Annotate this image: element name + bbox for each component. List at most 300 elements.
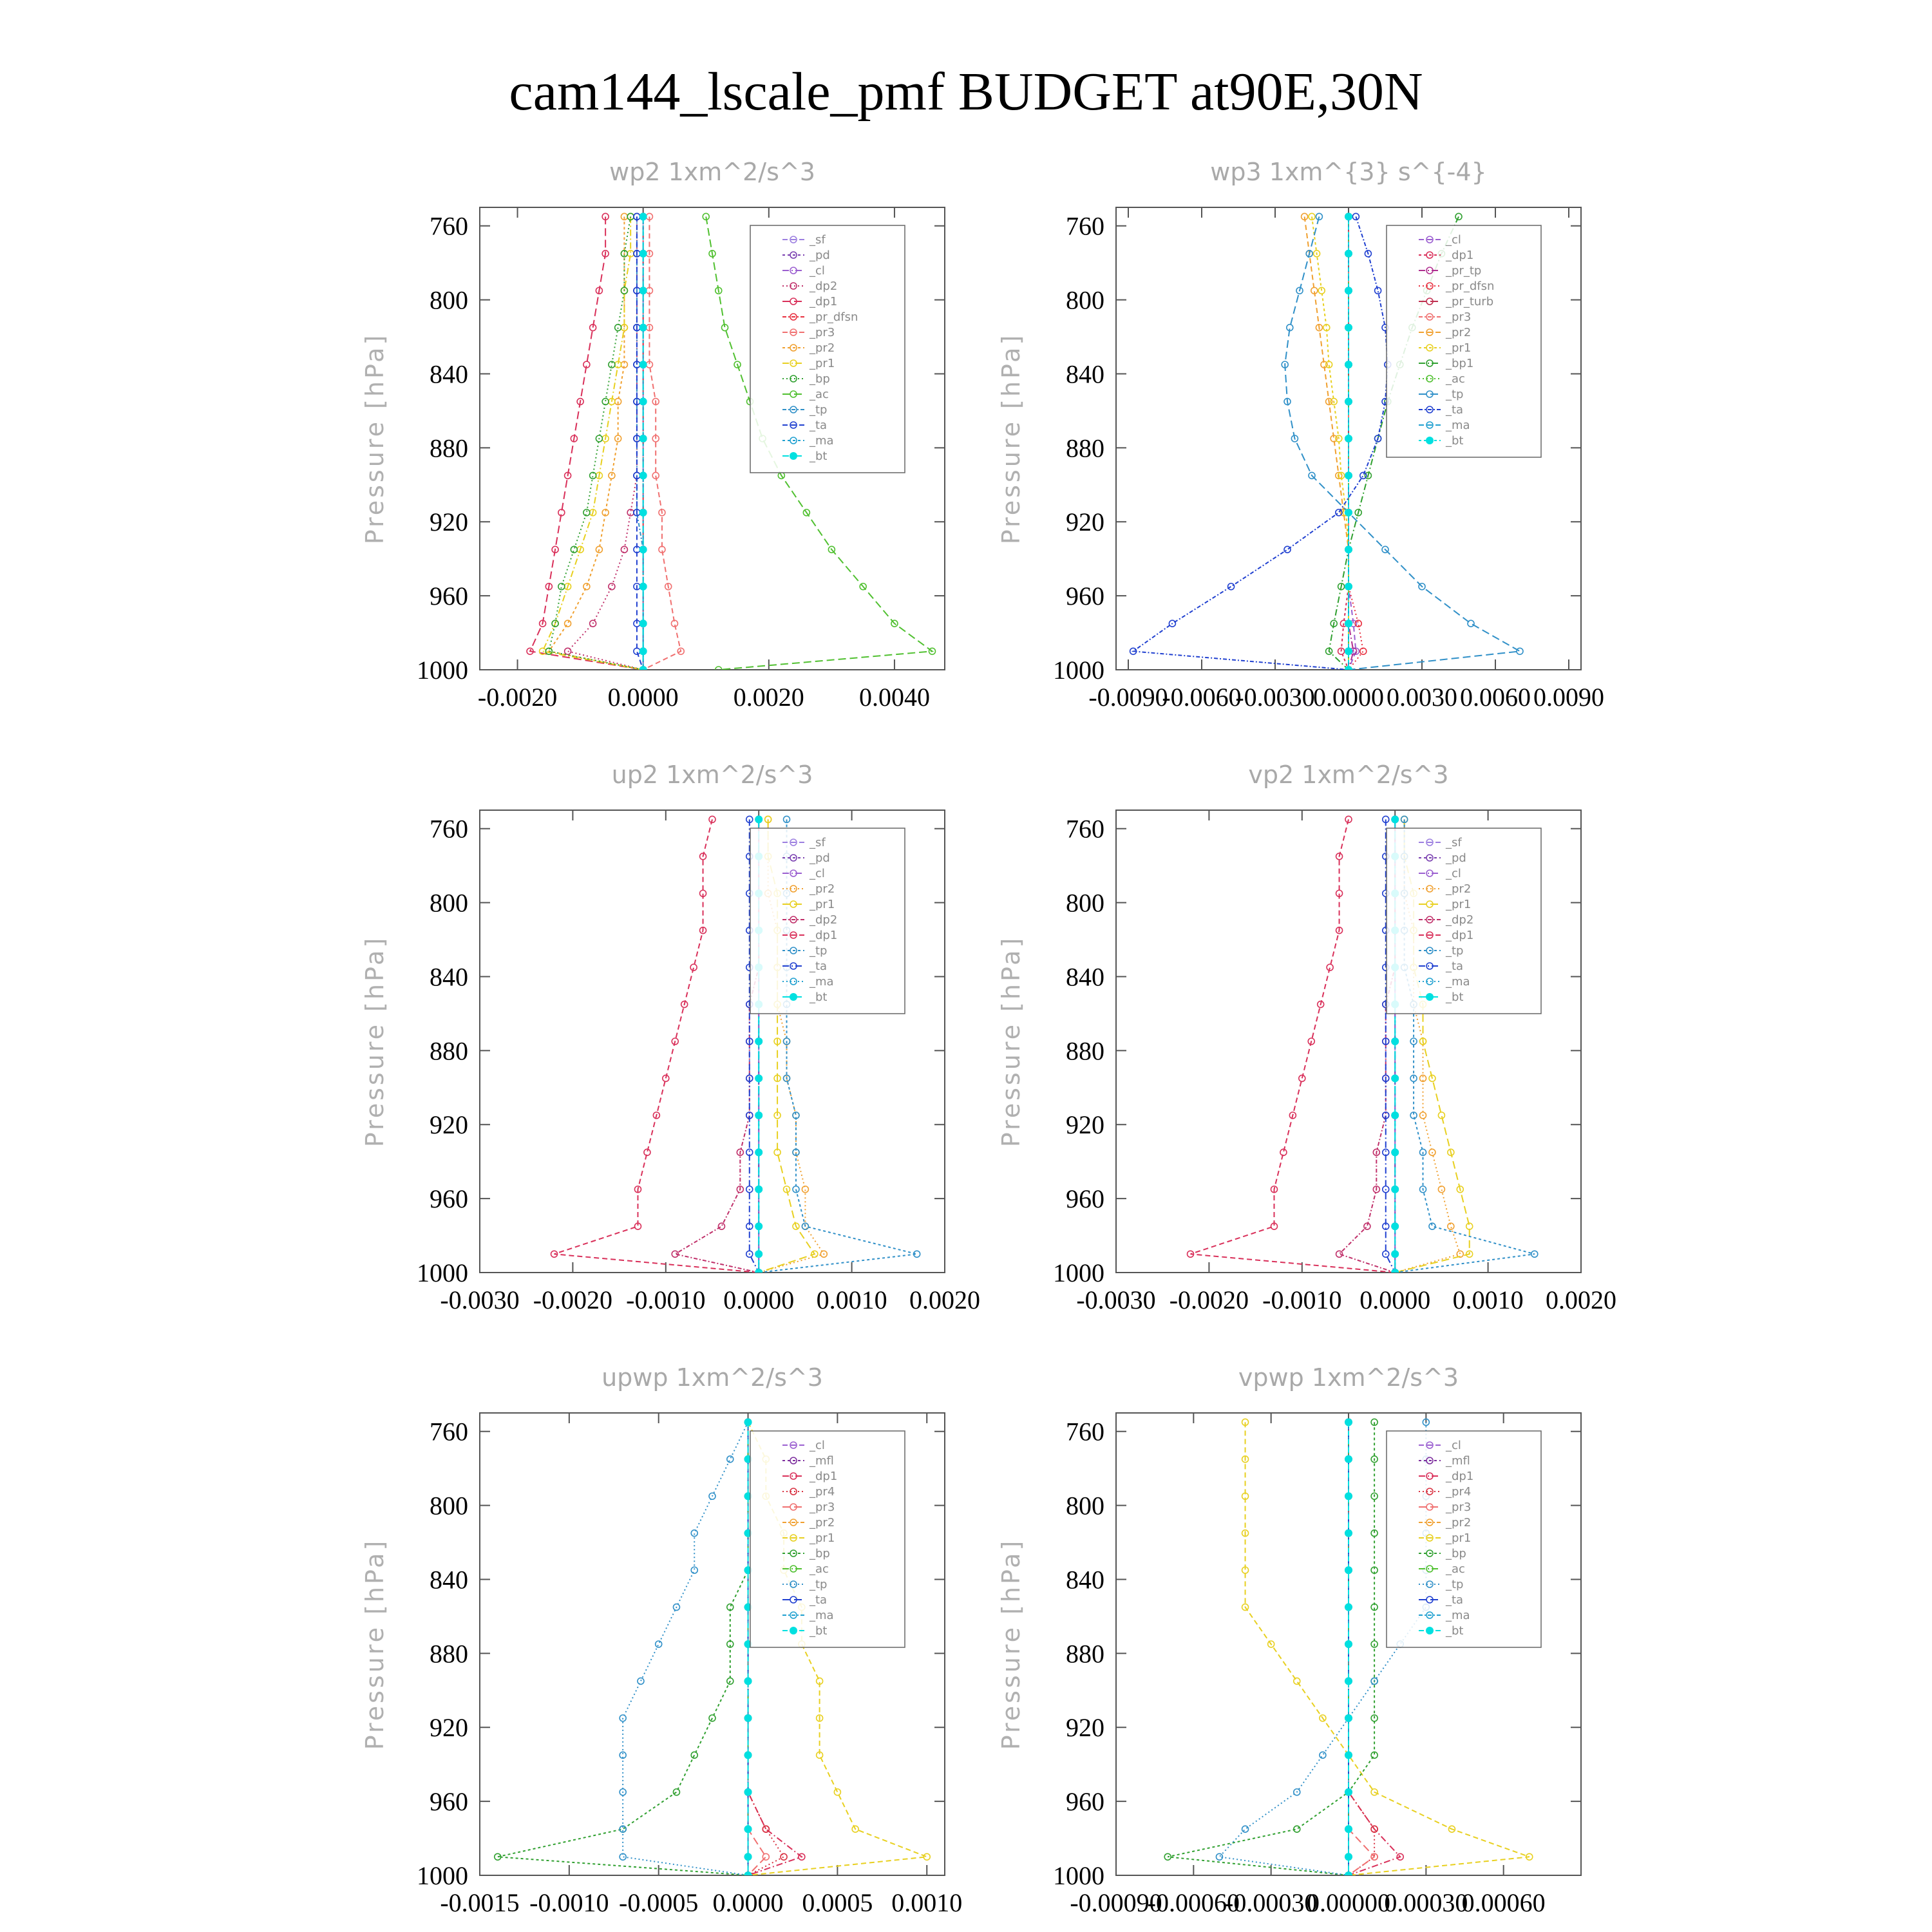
series-line	[568, 216, 643, 670]
legend-entry: _cl	[810, 264, 825, 278]
data-point	[744, 1714, 752, 1722]
series-pr1	[1309, 213, 1352, 673]
series-line	[543, 216, 643, 670]
legend-entry: _tp	[1446, 388, 1464, 401]
panels-container	[361, 158, 1616, 1917]
data-point	[755, 1148, 762, 1156]
data-point	[639, 583, 647, 591]
data-point	[1345, 545, 1352, 553]
data-point	[691, 1567, 697, 1573]
data-point	[1345, 1530, 1352, 1537]
y-tick-label: 960	[430, 1184, 468, 1214]
data-point	[1391, 1222, 1399, 1230]
y-axis-label: Pressure [hPa]	[997, 332, 1025, 545]
data-point	[1345, 1751, 1352, 1759]
legend-marker	[790, 993, 797, 1001]
y-tick-label: 800	[430, 1491, 468, 1520]
legend-entry: _ma	[810, 434, 834, 448]
legend-entry: _pr2	[1446, 1516, 1472, 1530]
x-tick-label: 0.0010	[891, 1888, 963, 1917]
legend-entry: _pr1	[1446, 1531, 1472, 1545]
y-tick-label: 760	[430, 814, 468, 844]
y-tick-label: 920	[1066, 1713, 1104, 1743]
y-axis-label: Pressure [hPa]	[997, 935, 1025, 1148]
data-point	[639, 398, 647, 406]
legend-entry: _pr1	[810, 1531, 835, 1545]
x-tick-label: 0.00030	[1384, 1888, 1468, 1917]
data-point	[639, 509, 647, 516]
legend-entry: _ta	[1446, 403, 1464, 417]
data-point	[565, 648, 571, 654]
x-tick-label: -0.0030	[1076, 1285, 1156, 1314]
y-tick-label: 960	[430, 582, 468, 611]
legend-entry: _pd	[810, 851, 830, 865]
data-point	[691, 1530, 697, 1537]
data-point	[1517, 648, 1523, 654]
legend-entry: _tp	[810, 944, 828, 958]
panel-title: vpwp 1xm^2/s^3	[1238, 1363, 1459, 1392]
legend-entry: _pr_dfsn	[810, 310, 858, 324]
series-dp1	[1188, 816, 1399, 1276]
y-tick-label: 760	[1066, 211, 1104, 241]
panel-title: vp2 1xm^2/s^3	[1248, 761, 1449, 789]
legend-entry: _sf	[810, 836, 826, 849]
series-dp1	[527, 213, 647, 673]
y-tick-label: 880	[1066, 1639, 1104, 1669]
x-tick-label: 0.0000	[712, 1888, 784, 1917]
data-point	[744, 1871, 752, 1879]
y-tick-label: 1000	[417, 656, 468, 685]
y-tick-label: 1000	[1053, 1861, 1104, 1890]
data-point	[1242, 1826, 1249, 1832]
y-tick-label: 840	[430, 1565, 468, 1595]
data-point	[1345, 361, 1352, 368]
legend-entry: _bp	[1446, 1547, 1466, 1560]
data-point	[1391, 1148, 1399, 1156]
y-tick-label: 960	[1066, 582, 1104, 611]
data-point	[744, 1825, 752, 1833]
x-tick-label: 0.00060	[1461, 1888, 1546, 1917]
legend-entry: _pr2	[810, 882, 835, 896]
data-point	[639, 666, 647, 674]
legend-entry: _ma	[1446, 1609, 1470, 1622]
legend-entry: _pr1	[1446, 341, 1472, 355]
data-point	[1391, 1186, 1399, 1193]
legend-entry: _ma	[810, 975, 834, 989]
x-tick-label: -0.0030	[440, 1285, 520, 1314]
series-line	[675, 819, 759, 1273]
data-point	[1391, 1112, 1399, 1119]
data-point	[1468, 620, 1474, 627]
legend-entry: _pr4	[810, 1485, 835, 1499]
x-tick-label: -0.00060	[1147, 1888, 1240, 1917]
data-point	[639, 471, 647, 479]
data-point	[621, 546, 627, 553]
data-point	[762, 1826, 769, 1832]
data-point	[639, 545, 647, 553]
x-tick-label: 0.0060	[1460, 683, 1531, 712]
y-tick-label: 1000	[1053, 656, 1104, 685]
y-tick-label: 840	[1066, 1565, 1104, 1595]
y-tick-label: 1000	[417, 1861, 468, 1890]
y-tick-label: 760	[1066, 1417, 1104, 1446]
legend	[750, 1431, 905, 1647]
legend-entry: _dp1	[810, 1470, 838, 1483]
legend-entry: _bt	[810, 450, 828, 463]
data-point	[1345, 620, 1352, 627]
data-point	[802, 1186, 808, 1193]
series-line	[549, 216, 643, 670]
x-tick-label: 0.0000	[607, 683, 679, 712]
series-line	[623, 1422, 748, 1875]
series-line	[549, 216, 643, 670]
legend-marker	[1426, 437, 1434, 444]
data-point	[1391, 1037, 1399, 1045]
data-point	[744, 1788, 752, 1796]
y-tick-label: 920	[430, 1713, 468, 1743]
y-tick-label: 920	[430, 507, 468, 537]
data-point	[634, 648, 640, 654]
x-tick-label: -0.0020	[477, 683, 558, 712]
data-point	[583, 509, 590, 516]
x-tick-label: 0.0040	[858, 683, 930, 712]
y-tick-label: 800	[1066, 888, 1104, 918]
data-point	[558, 583, 565, 590]
legend-entry: _pr1	[810, 357, 835, 370]
legend-entry: _pr1	[1446, 898, 1472, 911]
panel-4	[997, 761, 1616, 1314]
legend	[750, 225, 905, 473]
data-point	[1345, 1418, 1352, 1426]
legend-entry: _tp	[1446, 944, 1464, 958]
legend-entry: _ma	[810, 1609, 834, 1622]
series-line	[1191, 819, 1396, 1273]
data-point	[602, 399, 609, 405]
legend-entry: _ta	[1446, 1593, 1464, 1607]
y-tick-label: 800	[430, 888, 468, 918]
legend-entry: _ta	[810, 960, 828, 973]
y-tick-label: 800	[1066, 285, 1104, 315]
data-point	[1336, 1251, 1343, 1257]
legend-entry: _bt	[1446, 990, 1464, 1004]
panel-5	[361, 1363, 962, 1917]
x-tick-label: -0.0010	[1262, 1285, 1342, 1314]
data-point	[762, 1853, 769, 1860]
x-tick-label: 0.0010	[1452, 1285, 1524, 1314]
data-point	[565, 620, 571, 627]
data-point	[1345, 213, 1352, 220]
legend-entry: _pr2	[810, 341, 835, 355]
series-line	[1349, 216, 1356, 670]
data-point	[1345, 1788, 1352, 1796]
legend-entry: _cl	[810, 867, 825, 880]
series-ta	[1130, 213, 1391, 673]
y-axis-label: Pressure [hPa]	[997, 1538, 1025, 1750]
y-tick-label: 1000	[417, 1258, 468, 1287]
series-bp	[545, 213, 646, 673]
legend	[1387, 1431, 1541, 1647]
legend-entry: _tp	[810, 1578, 828, 1591]
y-tick-label: 960	[1066, 1184, 1104, 1214]
data-point	[755, 1037, 762, 1045]
data-point	[834, 1789, 840, 1795]
y-tick-label: 1000	[1053, 1258, 1104, 1287]
legend-entry: _bp	[810, 372, 830, 386]
data-point	[744, 1751, 752, 1759]
series-line	[554, 819, 759, 1273]
x-tick-label: -0.0020	[1169, 1285, 1249, 1314]
data-point	[639, 647, 647, 655]
legend-entry: _bt	[1446, 1624, 1464, 1638]
series-bp	[495, 1419, 752, 1879]
series-line	[643, 216, 681, 670]
y-tick-label: 800	[430, 285, 468, 315]
legend-entry: _cl	[1446, 867, 1461, 880]
y-axis-label: Pressure [hPa]	[361, 332, 389, 545]
series-tp	[634, 213, 647, 673]
data-point	[1345, 435, 1352, 442]
data-point	[1345, 1492, 1352, 1500]
x-tick-label: -0.0030	[1235, 683, 1315, 712]
legend-entry: _dp2	[1446, 913, 1474, 927]
legend-entry: _cl	[1446, 233, 1461, 247]
data-point	[1345, 1825, 1352, 1833]
data-point	[1391, 1074, 1399, 1082]
data-point	[639, 287, 647, 294]
data-point	[1284, 546, 1291, 553]
data-point	[1391, 1250, 1399, 1258]
data-point	[923, 1853, 930, 1860]
series-line	[1168, 1422, 1374, 1875]
legend-entry: _dp1	[810, 295, 838, 308]
data-point	[583, 583, 590, 590]
data-point	[571, 546, 577, 553]
x-tick-label: 0.0020	[909, 1285, 980, 1314]
y-tick-label: 880	[1066, 1036, 1104, 1066]
data-point	[781, 1853, 787, 1860]
x-tick-label: -0.00090	[1070, 1888, 1162, 1917]
x-tick-label: 0.0020	[733, 683, 804, 712]
data-point	[609, 583, 615, 590]
legend-entry: _mfl	[1446, 1454, 1470, 1468]
y-axis-label: Pressure [hPa]	[361, 935, 389, 1148]
series-line	[1305, 216, 1349, 670]
legend-entry: _bt	[810, 1624, 828, 1638]
legend-entry: _sf	[810, 233, 826, 247]
legend-entry: _pr3	[1446, 310, 1472, 324]
legend-entry: _pr2	[1446, 882, 1472, 896]
y-tick-label: 800	[1066, 1491, 1104, 1520]
legend-entry: _pr3	[810, 1501, 835, 1514]
data-point	[744, 1853, 752, 1861]
legend-entry: _pr2	[1446, 326, 1472, 339]
data-point	[639, 361, 647, 368]
data-point	[755, 1250, 762, 1258]
y-tick-label: 880	[430, 1639, 468, 1669]
panel-title: wp3 1xm^{3} s^{-4}	[1210, 158, 1487, 186]
series-line	[1133, 216, 1388, 670]
data-point	[718, 1223, 724, 1229]
data-point	[1345, 1604, 1352, 1611]
legend-entry: _ta	[810, 419, 828, 432]
panel-3	[361, 761, 980, 1314]
y-tick-label: 920	[430, 1110, 468, 1140]
y-tick-label: 840	[430, 962, 468, 992]
legend-entry: _pd	[810, 249, 830, 262]
data-point	[639, 620, 647, 627]
data-point	[1345, 398, 1352, 406]
legend-entry: _ma	[1446, 975, 1470, 989]
panel-2	[997, 158, 1604, 712]
data-point	[755, 815, 762, 823]
series-line	[530, 216, 643, 670]
x-tick-label: -0.0090	[1088, 683, 1168, 712]
series-pr2	[1302, 213, 1352, 673]
legend-entry: _dp2	[810, 913, 838, 927]
legend-entry: _cl	[1446, 1439, 1461, 1452]
x-tick-label: -0.0005	[619, 1888, 699, 1917]
data-point	[1228, 583, 1235, 590]
series-line	[1341, 216, 1349, 670]
legend-marker	[790, 452, 797, 460]
data-point	[1391, 815, 1399, 823]
legend-entry: _bt	[1446, 434, 1464, 448]
series-line	[1349, 1422, 1374, 1875]
y-tick-label: 960	[430, 1787, 468, 1817]
data-point	[1345, 666, 1352, 674]
legend-entry: _pr_tp	[1446, 264, 1482, 278]
data-point	[744, 1418, 752, 1426]
y-tick-label: 920	[1066, 507, 1104, 537]
legend-marker	[1426, 1627, 1434, 1634]
data-point	[727, 1456, 734, 1463]
data-point	[615, 325, 621, 331]
data-point	[1360, 648, 1367, 654]
figure-title: cam144_lscale_pmf BUDGET at90E,30N	[509, 62, 1423, 122]
y-tick-label: 920	[1066, 1110, 1104, 1140]
data-point	[755, 1186, 762, 1193]
series-dp2	[672, 816, 762, 1276]
panel-title: upwp 1xm^2/s^3	[601, 1363, 823, 1392]
legend-entry: _pr1	[810, 898, 835, 911]
data-point	[744, 1677, 752, 1685]
data-point	[639, 250, 647, 258]
y-tick-label: 840	[430, 359, 468, 389]
data-point	[1345, 1853, 1352, 1861]
data-point	[1345, 1566, 1352, 1574]
panel-title: wp2 1xm^2/s^3	[609, 158, 815, 186]
legend-entry: _pr_turb	[1446, 295, 1494, 308]
x-tick-label: 0.0090	[1533, 683, 1604, 712]
legend-entry: _pr4	[1446, 1485, 1472, 1499]
series-pr1	[540, 213, 647, 673]
data-point	[755, 1269, 762, 1276]
legend	[750, 828, 905, 1014]
data-point	[755, 1222, 762, 1230]
x-tick-label: 0.0010	[816, 1285, 887, 1314]
legend-entry: _dp2	[810, 279, 838, 293]
x-tick-label: 0.0000	[1359, 1285, 1431, 1314]
legend-entry: _ac	[1446, 372, 1465, 386]
series-pr2	[545, 213, 646, 673]
data-point	[673, 1789, 679, 1795]
data-point	[1345, 1455, 1352, 1463]
legend-entry: _ta	[810, 1593, 828, 1607]
data-point	[1294, 1678, 1300, 1684]
legend-entry: _ac	[1446, 1562, 1465, 1576]
x-tick-label: 0.0030	[1387, 683, 1457, 712]
series-cl	[1345, 213, 1359, 673]
data-point	[638, 1678, 644, 1684]
y-tick-label: 760	[430, 1417, 468, 1446]
legend-entry: _bp	[810, 1547, 830, 1560]
y-tick-label: 960	[1066, 1787, 1104, 1817]
data-point	[755, 1112, 762, 1119]
x-tick-label: -0.0010	[529, 1888, 609, 1917]
legend-entry: _dp1	[1446, 929, 1474, 942]
legend-entry: _mfl	[810, 1454, 834, 1468]
series-dp2	[565, 213, 647, 673]
x-tick-label: -0.0020	[533, 1285, 613, 1314]
data-point	[1345, 647, 1352, 655]
data-point	[656, 1641, 662, 1647]
series-line	[637, 216, 643, 670]
data-point	[1438, 1186, 1444, 1193]
panel-6	[997, 1363, 1581, 1917]
legend-entry: _bt	[810, 990, 828, 1004]
series-tp	[620, 1419, 751, 1879]
data-point	[1345, 1871, 1352, 1879]
data-point	[639, 324, 647, 332]
legend-entry: _tp	[1446, 1578, 1464, 1591]
x-tick-label: 0.00000	[1307, 1888, 1390, 1917]
data-point	[755, 1074, 762, 1082]
series-line	[637, 216, 643, 670]
legend-entry: _pr3	[810, 326, 835, 339]
legend	[1387, 225, 1541, 457]
legend-entry: _ma	[1446, 419, 1470, 432]
y-tick-label: 760	[1066, 814, 1104, 844]
legend-entry: _dp1	[1446, 1470, 1474, 1483]
data-point	[1345, 509, 1352, 516]
data-point	[1345, 583, 1352, 591]
series-dp1	[1338, 213, 1352, 673]
panel-1	[361, 158, 945, 712]
x-tick-label: 0.0000	[1313, 683, 1384, 712]
y-tick-label: 880	[430, 433, 468, 463]
panel-title: up2 1xm^2/s^3	[611, 761, 813, 789]
y-axis-label: Pressure [hPa]	[361, 1538, 389, 1750]
x-tick-label: 0.0000	[723, 1285, 795, 1314]
legend-entry: _pr_dfsn	[1446, 279, 1495, 293]
legend-entry: _bp1	[1446, 357, 1474, 370]
data-point	[1360, 472, 1367, 478]
data-point	[1345, 471, 1352, 479]
x-tick-label: -0.0015	[440, 1888, 520, 1917]
legend-entry: _tp	[810, 403, 828, 417]
data-point	[1345, 287, 1352, 294]
data-point	[1345, 1677, 1352, 1685]
data-point	[1336, 509, 1342, 516]
legend-entry: _cl	[810, 1439, 825, 1452]
data-point	[1345, 1640, 1352, 1648]
y-tick-label: 840	[1066, 359, 1104, 389]
series-dp1	[551, 816, 762, 1276]
data-point	[1391, 1269, 1399, 1276]
series-bp	[1164, 1419, 1378, 1879]
legend-entry: _ta	[1446, 960, 1464, 973]
data-point	[1345, 250, 1352, 258]
